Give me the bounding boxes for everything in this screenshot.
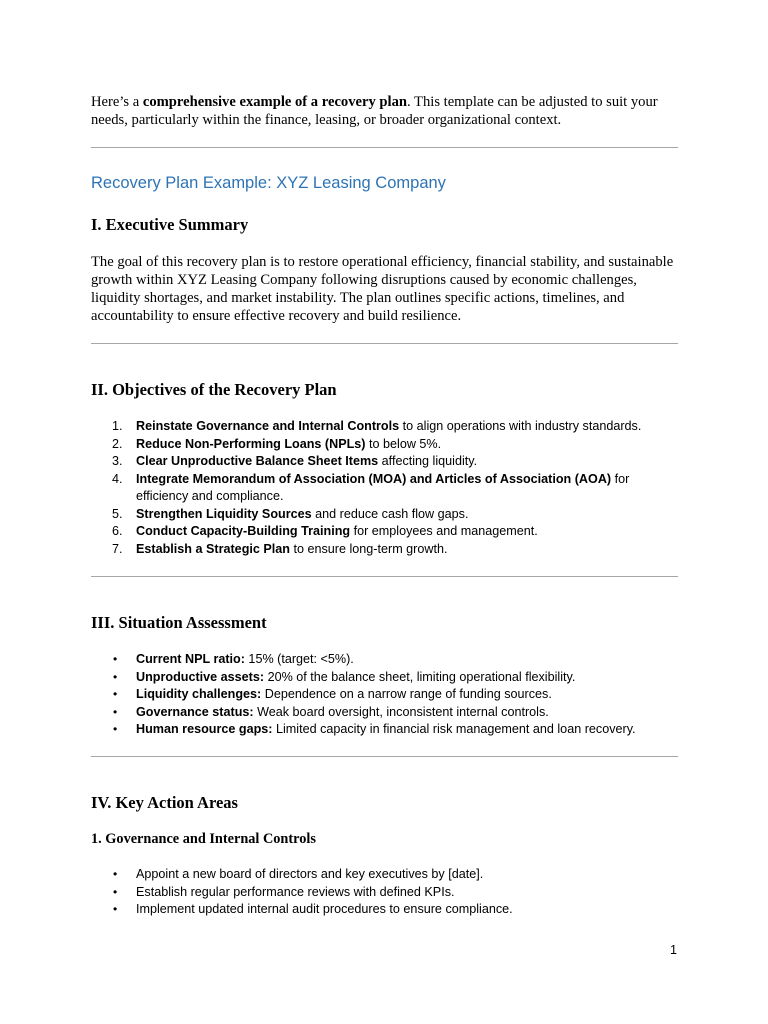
list-item (91, 506, 678, 524)
list-item (91, 704, 678, 722)
bullet-icon: • (113, 722, 118, 736)
section-heading-executive-summary: I. Executive Summary (91, 215, 249, 234)
list-number: 4. (112, 471, 123, 486)
list-item-text: 20% of the balance sheet, limiting operational flexibility. (264, 669, 576, 684)
objectives-list (91, 418, 678, 558)
list-item (91, 523, 678, 541)
list-item (91, 901, 678, 919)
intro-text-start: Here’s a (91, 94, 143, 110)
list-item-bold: Reduce Non-Performing Loans (NPLs) (136, 436, 366, 451)
bullet-icon: • (113, 902, 118, 916)
bullet-icon: • (113, 704, 118, 719)
list-item-bold: Governance status: (136, 704, 254, 719)
bullet-icon: • (113, 867, 118, 881)
list-item (91, 686, 678, 704)
list-item-bold: Integrate Memorandum of Association (MOA) and Articles of Association (AOA) (136, 471, 612, 486)
divider (91, 147, 678, 148)
list-item-text: Limited capacity in financial risk management and loan recovery. (272, 722, 636, 736)
list-item-text: Weak board oversight, inconsistent internal controls. (253, 704, 549, 719)
list-item-text: affecting liquidity. (378, 454, 478, 468)
list-item (91, 541, 678, 559)
list-item-bold: Conduct Capacity-Building Training (136, 524, 351, 538)
list-item (91, 866, 678, 884)
list-number: 1. (112, 419, 123, 433)
list-item-text: 15% (target: <5%). (244, 652, 354, 666)
list-item-bold: Current NPL ratio: (136, 652, 245, 666)
list-item-bold: Clear Unproductive Balance Sheet Items (136, 454, 379, 468)
list-item-text: for efficiency and compliance. (136, 471, 630, 503)
bullet-icon: • (113, 687, 118, 701)
intro-paragraph (91, 93, 678, 129)
list-item-text: to align operations with industry standards. (399, 419, 642, 433)
list-item-text: Establish regular performance reviews with defined KPIs. (136, 884, 455, 899)
situation-list (91, 651, 678, 739)
list-number: 2. (112, 436, 123, 451)
bullet-icon: • (113, 669, 118, 684)
list-number: 7. (112, 541, 123, 556)
list-item-text: Dependence on a narrow range of funding sources. (261, 687, 552, 701)
list-item-text: to below 5%. (365, 436, 442, 451)
section-heading-objectives: II. Objectives of the Recovery Plan (91, 380, 337, 399)
list-number: 6. (112, 524, 123, 538)
list-item (91, 418, 678, 436)
list-item (91, 669, 678, 687)
list-item (91, 651, 678, 669)
list-item-bold: Reinstate Governance and Internal Controls (136, 419, 400, 433)
section-heading-situation-assessment: III. Situation Assessment (91, 613, 267, 632)
list-item (91, 436, 678, 454)
intro-text-bold: comprehensive example of a recovery plan (142, 94, 408, 110)
intro-text-end: . This template can be adjusted to suit your needs, particularly within the finance, leasing, or broader organizational context. (91, 94, 658, 128)
list-item-bold: Strengthen Liquidity Sources (136, 506, 312, 521)
list-item-bold: Establish a Strategic Plan (136, 541, 290, 556)
governance-actions-list (91, 866, 678, 919)
executive-summary-text: The goal of this recovery plan is to restore operational efficiency, financial stability, and sustainable growth within XYZ Leasing Company following disruptions caused by economic challenges, liquidity shortages, and market instability. The plan outlines specific actions, timelines, and accountability to ensure effective recovery and build resilience. (91, 254, 674, 324)
list-item (91, 471, 678, 506)
list-item-bold: Human resource gaps: (136, 722, 273, 736)
list-item-bold: Unproductive assets: (136, 669, 265, 684)
divider (91, 756, 678, 757)
subsection-heading-governance: 1. Governance and Internal Controls (91, 831, 316, 847)
page-number: 1 (670, 943, 678, 957)
list-number: 3. (112, 454, 123, 468)
divider (91, 576, 678, 577)
list-item-text: for employees and management. (350, 524, 538, 538)
bullet-icon: • (113, 884, 118, 899)
section-heading-key-action-areas: IV. Key Action Areas (91, 793, 238, 812)
list-item-text: and reduce cash flow gaps. (311, 506, 469, 521)
list-item (91, 884, 678, 902)
list-item-text: Appoint a new board of directors and key executives by [date]. (136, 867, 484, 881)
list-item-bold: Liquidity challenges: (136, 687, 262, 701)
list-item-text: to ensure long-term growth. (289, 541, 448, 556)
bullet-icon: • (113, 652, 118, 666)
list-number: 5. (112, 506, 123, 521)
list-item (91, 721, 678, 739)
list-item (91, 453, 678, 471)
document-title: Recovery Plan Example: XYZ Leasing Company (91, 174, 446, 192)
divider (91, 343, 678, 344)
list-item-text: Implement updated internal audit procedures to ensure compliance. (136, 902, 513, 916)
